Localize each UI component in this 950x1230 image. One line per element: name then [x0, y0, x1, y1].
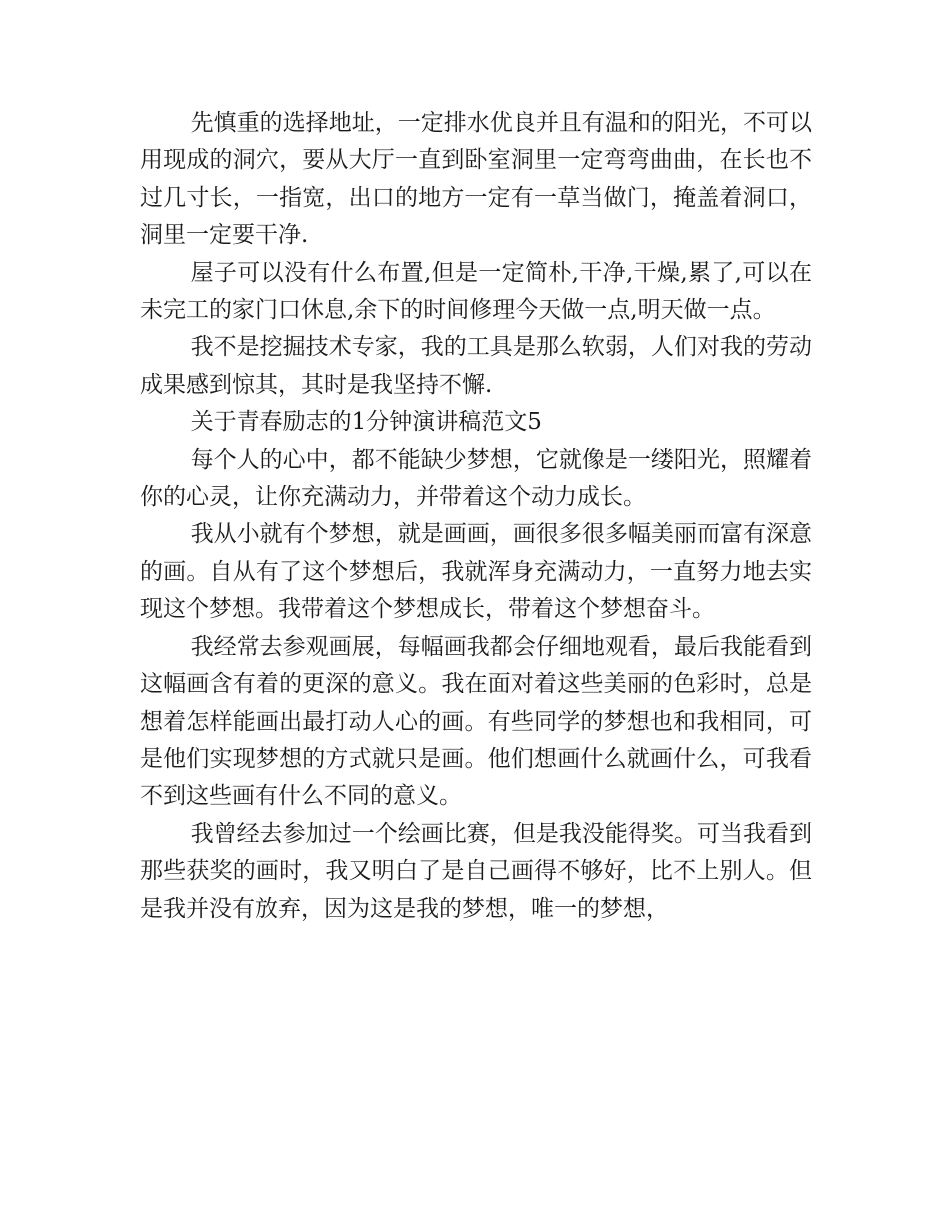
paragraph-dream-sunlight: 每个人的心中，都不能缺少梦想，它就像是一缕阳光，照耀着你的心灵，让你充满动力，并带着这个动力成长。 — [140, 446, 812, 511]
document-page — [140, 105, 812, 928]
paragraph-painting-dream: 我从小就有个梦想，就是画画，画很多很多幅美丽而富有深意的画。自从有了这个梦想后，我就浑身充满动力，一直努力地去实现这个梦想。我带着这个梦想成长，带着这个梦想奋斗。 — [140, 521, 812, 623]
paragraph-house-simple: 屋子可以没有什么布置,但是一定简朴,干净,干燥,累了,可以在未完工的家门口休息,余下的时间修理今天做一点,明天做一点。 — [140, 259, 812, 324]
paragraph-art-exhibitions: 我经常去参观画展，每幅画我都会仔细地观看，最后我能看到这幅画含有着的更深的意义。我在面对着这些美丽的色彩时，总是想着怎样能画出最打动人心的画。有些同学的梦想也和我相同，可是他们实现梦想的方式就只是画。他们想画什么就画什么，可我看不到这些画有什么不同的意义。 — [140, 633, 812, 810]
paragraph-not-expert: 我不是挖掘技术专家，我的工具是那么软弱，人们对我的劳动成果感到惊其，其时是我坚持不懈. — [140, 334, 812, 398]
paragraph-site-selection: 先慎重的选择地址，一定排水优良并且有温和的阳光，不可以用现成的洞穴，要从大厅一直到卧室洞里一定弯弯曲曲，在长也不过几寸长，一指宽，出口的地方一定有一草当做门，掩盖着洞口，洞里一定要干净. — [140, 110, 812, 249]
paragraph-painting-contest: 我曾经去参加过一个绘画比赛，但是我没能得奖。可当我看到那些获奖的画时，我又明白了是自己画得不够好，比不上别人。但是我并没有放弃，因为这是我的梦想，唯一的梦想， — [140, 820, 812, 922]
section-heading-speech-5: 关于青春励志的1分钟演讲稿范文5 — [190, 409, 542, 436]
